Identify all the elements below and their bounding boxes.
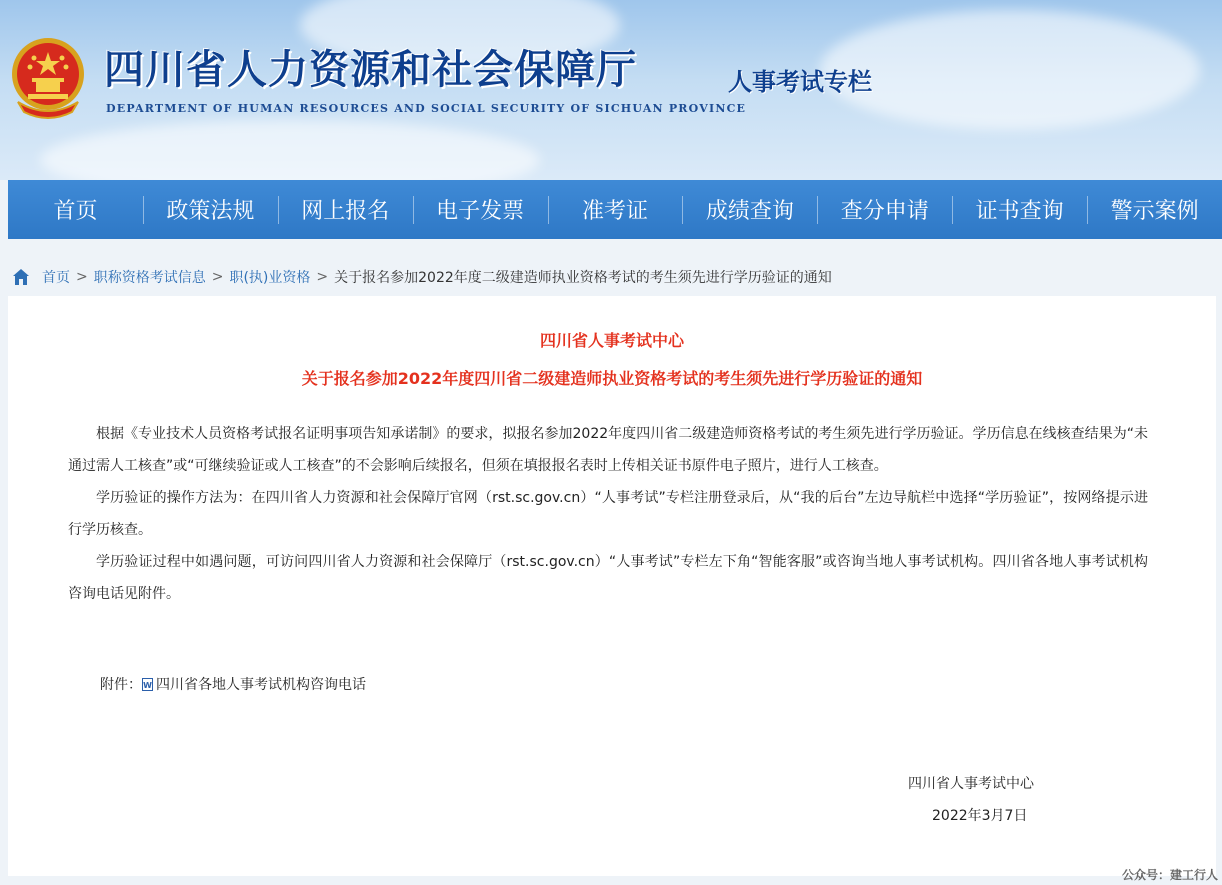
nav-item-certificate-query[interactable]: 证书查询 xyxy=(952,180,1087,239)
attachment-link[interactable]: 四川省各地人事考试机构咨询电话 xyxy=(156,677,366,693)
article-body xyxy=(68,418,1148,610)
nav-item-online-registration[interactable]: 网上报名 xyxy=(278,180,413,239)
nav-item-score-query[interactable]: 成绩查询 xyxy=(682,180,817,239)
nav-item-warning-cases[interactable]: 警示案例 xyxy=(1087,180,1222,239)
article-paragraph: 学历验证的操作方法为：在四川省人力资源和社会保障厅官网（rst.sc.gov.cn）“人事考试”专栏注册登录后，从“我的后台”左边导航栏中选择“学历验证”，按网络提示进行学历核查。 xyxy=(68,490,1148,538)
breadcrumb-separator: > xyxy=(76,269,88,285)
article-paragraph: 根据《专业技术人员资格考试报名证明事项告知承诺制》的要求，拟报名参加2022年度四川省二级建造师资格考试的考生须先进行学历验证。学历信息在线核查结果为“未通过需人工核查”或“可继续验证或人工核查”的不会影响后续报名，但须在填报报名表时上传相关证书原件电子照片，进行人工核查。 xyxy=(68,426,1148,474)
breadcrumb-current: 关于报名参加2022年度二级建造师执业资格考试的考生须先进行学历验证的通知 xyxy=(334,270,832,286)
main-nav xyxy=(8,180,1222,239)
breadcrumb-qualification[interactable]: 职(执)业资格 xyxy=(229,270,311,286)
cloud-decoration xyxy=(40,120,540,180)
attachment-label: 附件： xyxy=(100,677,142,693)
breadcrumb-separator: > xyxy=(316,269,329,285)
breadcrumb-exam-info[interactable]: 职称资格考试信息 xyxy=(93,270,206,286)
article-panel xyxy=(8,296,1216,876)
home-icon[interactable] xyxy=(12,268,30,286)
word-document-icon xyxy=(142,678,153,691)
breadcrumb-separator: > xyxy=(211,269,224,285)
national-emblem-icon xyxy=(10,36,86,120)
svg-text:W: W xyxy=(143,680,152,690)
site-header xyxy=(0,0,1222,180)
column-title: 人事考试专栏 xyxy=(728,67,872,96)
nav-item-e-invoice[interactable]: 电子发票 xyxy=(413,180,548,239)
article-paragraph: 学历验证过程中如遇问题，可访问四川省人力资源和社会保障厅（rst.sc.gov.cn）“人事考试”专栏左下角“智能客服”或咨询当地人事考试机构。四川省各地人事考试机构咨询电话见附件。 xyxy=(68,554,1148,602)
breadcrumb xyxy=(12,266,832,288)
site-title: 四川省人力资源和社会保障厅 xyxy=(104,46,637,93)
watermark: 公众号：建工行人 xyxy=(1121,868,1218,882)
breadcrumb-home[interactable]: 首页 xyxy=(42,270,70,286)
attachment-row xyxy=(100,674,366,694)
article-org: 四川省人事考试中心 xyxy=(539,331,684,350)
article-title: 关于报名参加2022年度四川省二级建造师执业资格考试的考生须先进行学历验证的通知 xyxy=(301,369,923,388)
site-subtitle: DEPARTMENT OF HUMAN RESOURCES AND SOCIAL SECURITY OF SICHUAN PROVINCE xyxy=(106,102,747,115)
cloud-decoration xyxy=(820,10,1200,130)
nav-item-admission-ticket[interactable]: 准考证 xyxy=(548,180,683,239)
signature-date: 2022年3月7日 xyxy=(932,808,1028,824)
signature-org: 四川省人事考试中心 xyxy=(908,776,1034,792)
nav-item-score-review[interactable]: 查分申请 xyxy=(817,180,952,239)
nav-item-policies[interactable]: 政策法规 xyxy=(143,180,278,239)
nav-item-home[interactable]: 首页 xyxy=(53,199,98,224)
